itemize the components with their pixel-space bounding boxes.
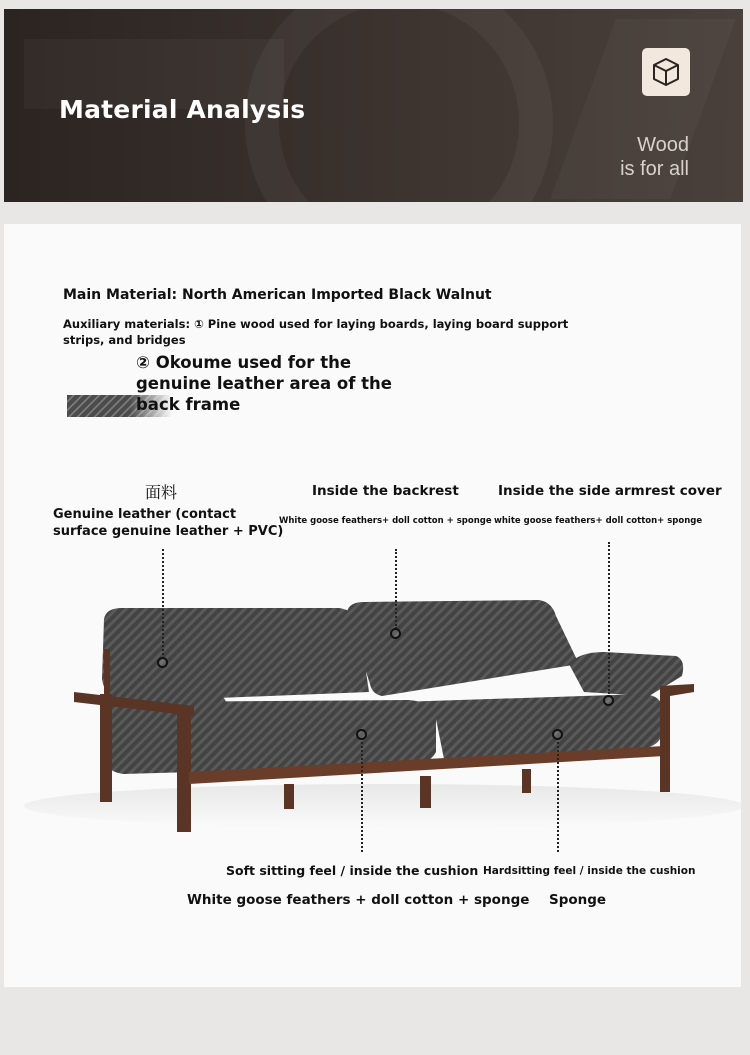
material-panel xyxy=(4,224,741,987)
fabric-callout-title: 面料 xyxy=(145,483,178,502)
cube-icon-badge xyxy=(642,48,690,96)
backrest-leader-line xyxy=(395,549,397,629)
soft-seat-callout-title: Soft sitting feel / inside the cushion xyxy=(226,863,479,878)
page-title: Material Analysis xyxy=(59,95,306,124)
okoume-material: ② Okoume used for the genuine leather area of the back frame xyxy=(136,353,392,414)
fabric-callout-desc: Genuine leather (contact surface genuine leather + PVC) xyxy=(53,507,284,539)
auxiliary-material: Auxiliary materials: ① Pine wood used for laying boards, laying board support strips, and bridges xyxy=(63,317,569,347)
armrest-callout-title: Inside the side armrest cover xyxy=(498,483,722,499)
hard-seat-leader-line xyxy=(557,742,559,852)
hard-seat-callout-title: Hardsitting feel / inside the cushion xyxy=(483,865,696,877)
fabric-hotspot[interactable] xyxy=(157,657,168,668)
backrest-callout-desc: White goose feathers+ doll cotton + sponge xyxy=(279,516,492,526)
soft-seat-hotspot[interactable] xyxy=(356,729,367,740)
armrest-callout-desc: white goose feathers+ doll cotton+ sponge xyxy=(494,516,703,526)
main-material: Main Material: North American Imported Black Walnut xyxy=(63,287,492,303)
backrest-callout-title: Inside the backrest xyxy=(312,483,459,499)
slogan-line-2: is for all xyxy=(620,158,689,180)
cube-icon xyxy=(650,56,682,88)
header-banner xyxy=(4,9,743,202)
armrest-leader-line xyxy=(608,542,610,694)
backrest-hotspot[interactable] xyxy=(390,628,401,639)
fabric-leader-line xyxy=(162,549,164,659)
soft-seat-callout-desc: White goose feathers + doll cotton + sponge xyxy=(187,892,530,908)
slogan-line-1: Wood xyxy=(637,134,689,156)
hard-seat-callout-desc: Sponge xyxy=(549,892,607,908)
slogan xyxy=(620,133,689,181)
hard-seat-hotspot[interactable] xyxy=(552,729,563,740)
soft-seat-leader-line xyxy=(361,742,363,852)
armrest-hotspot[interactable] xyxy=(603,695,614,706)
